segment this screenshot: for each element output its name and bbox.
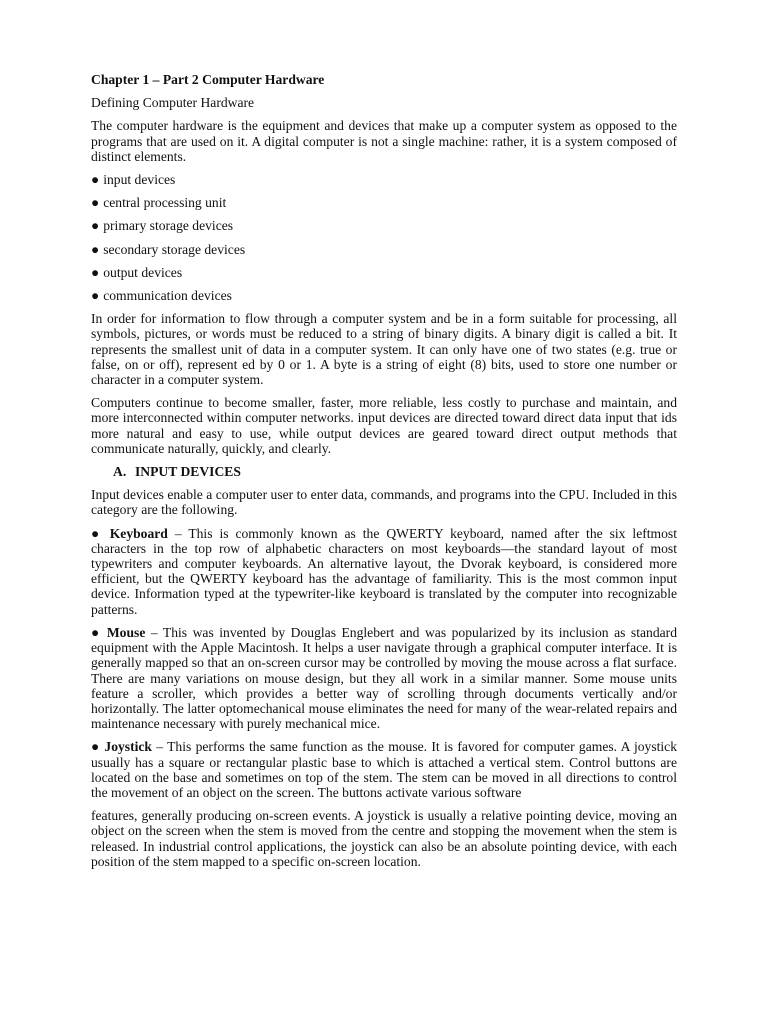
bullet-icon: ● <box>91 288 100 304</box>
bullet-icon: ● <box>91 739 101 755</box>
joystick-description: – This performs the same function as the mouse. It is favored for computer games. A joystick usually has a square or rectangular plastic base to which is attached a vertical stem. Control buttons are located on the base and sometimes on top of the stem. The stem can be moved in all directions to control the movement of an object on the screen. The buttons activate various software <box>91 739 677 800</box>
intro-paragraph: The computer hardware is the equipment and devices that make up a computer system as opposed to the programs that are used on it. A digital computer is not a single machine: rather, it is a system composed of distinct elements. <box>91 118 677 164</box>
hardware-element-list <box>91 172 677 303</box>
section-letter: A. <box>113 464 127 480</box>
bullet-icon: ● <box>91 172 100 188</box>
list-item <box>91 172 677 187</box>
bullet-icon: ● <box>91 218 100 234</box>
list-item <box>91 195 677 210</box>
keyboard-description: – This is commonly known as the QWERTY keyboard, named after the six leftmost characters in the top row of alphabetic characters on most keyboards—the standard layout of most typewriters and computer keyboards. An alternative layout, the Dvorak keyboard, is considered more efficient, but the QWERTY keyboard has the advantage of familiarity. This is the most common input device. Information typed at the typewriter-like keyboard is translated by the computer into recognizable patterns. <box>91 525 677 617</box>
mouse-paragraph <box>91 625 677 731</box>
list-item <box>91 242 677 257</box>
list-item-label: input devices <box>103 172 176 188</box>
bullet-icon: ● <box>91 525 103 541</box>
section-heading-label: INPUT DEVICES <box>135 464 241 480</box>
chapter-title: Chapter 1 – Part 2 Computer Hardware <box>91 72 325 87</box>
list-item-label: primary storage devices <box>103 218 234 234</box>
bullet-icon: ● <box>91 195 100 211</box>
section-heading-input-devices <box>113 464 677 479</box>
bullet-icon: ● <box>91 241 100 257</box>
joystick-continuation-paragraph: features, generally producing on-screen events. A joystick is usually a relative pointing device, moving an object on the screen when the stem is moved from the centre and stopping the movement when the stem is released. In industrial control applications, the joystick can also be an absolute pointing device, with each position of the stem mapped to a specific on-screen location. <box>91 808 677 869</box>
input-devices-intro: Input devices enable a computer user to enter data, commands, and programs into the CPU. Included in this category are the following. <box>91 487 677 518</box>
list-item-label: central processing unit <box>103 195 227 211</box>
bullet-icon: ● <box>91 264 100 280</box>
joystick-paragraph <box>91 739 677 800</box>
mouse-term: Mouse <box>106 624 146 640</box>
list-item-label: communication devices <box>103 288 232 304</box>
mouse-description: – This was invented by Douglas Englebert and was popularized by its inclusion as standard equipment with the Apple Macintosh. It helps a user navigate through a graphical computer interface. It is generally mapped so that an on-screen cursor may be controlled by moving the mouse across a flat surface. There are many variations on mouse design, but they all work in a similar manner. Some mouse units feature a scroller, which provides a better way of scrolling through documents vertically and/or horizontally. The latter optomechanical mouse eliminates the need for many of the wear-related repairs and maintenance necessary with purely mechanical mice. <box>91 624 677 732</box>
list-item <box>91 288 677 303</box>
document-page <box>91 72 677 877</box>
section-subtitle: Defining Computer Hardware <box>91 95 255 111</box>
bullet-icon: ● <box>91 624 102 640</box>
keyboard-paragraph <box>91 526 677 617</box>
list-item <box>91 265 677 280</box>
computers-paragraph: Computers continue to become smaller, faster, more reliable, less costly to purchase and maintain, and more interconnected within computer networks. input devices are directed toward direct data input that ids more natural and easy to use, while output devices are geared toward direct output methods that communicate naturally, quickly, and clearly. <box>91 395 677 456</box>
keyboard-term: Keyboard <box>109 525 168 541</box>
list-item-label: secondary storage devices <box>103 241 246 257</box>
list-item-label: output devices <box>103 264 183 280</box>
joystick-term: Joystick <box>104 739 152 755</box>
binary-paragraph: In order for information to flow through a computer system and be in a form suitable for processing, all symbols, pictures, or words must be reduced to a string of binary digits. A binary digit is called a bit. It represents the smallest unit of data in a computer system. It can only have one of two states (e.g. true or false, on or off), represent ed by 0 or 1. A byte is a string of eight (8) bits, used to store one number or character in a computer system. <box>91 311 677 388</box>
list-item <box>91 218 677 233</box>
